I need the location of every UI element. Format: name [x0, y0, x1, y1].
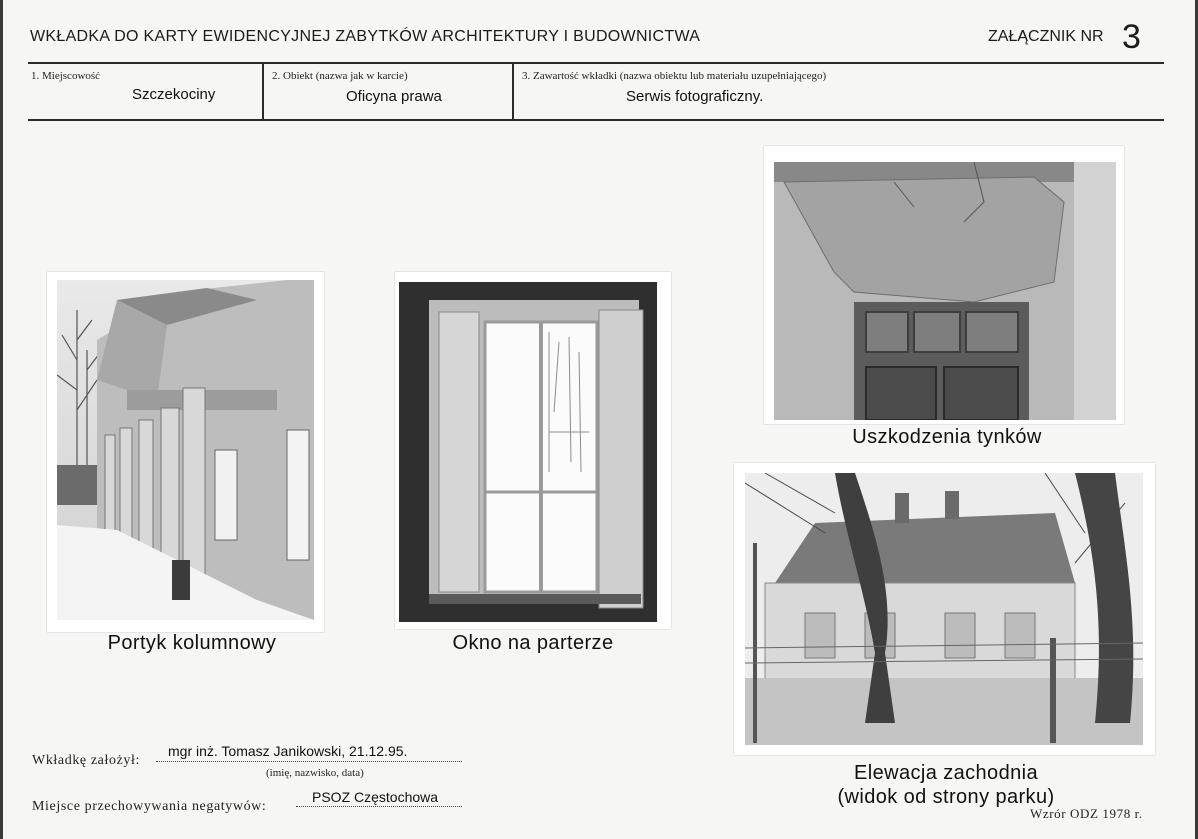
- author-value: mgr inż. Tomasz Janikowski, 21.12.95.: [168, 743, 408, 759]
- field-divider-1: [262, 62, 264, 120]
- annex-number: 3: [1122, 18, 1141, 56]
- field-label-object: 2. Obiekt (nazwa jak w karcie): [272, 70, 408, 82]
- header-rule-bottom: [28, 119, 1164, 121]
- plaster-damage-image: [774, 162, 1116, 420]
- storage-dotted-line: [296, 806, 462, 807]
- storage-value: PSOZ Częstochowa: [312, 789, 439, 805]
- window-image: [399, 282, 657, 622]
- caption-west-elevation-line1: Elewacja zachodnia: [854, 762, 1038, 784]
- photo-plaster-damage: [764, 146, 1124, 424]
- field-label-locality: 1. Miejscowość: [31, 70, 101, 82]
- field-value-contents: Serwis fotograficzny.: [626, 88, 764, 105]
- caption-west-elevation-line2: (widok od strony parku): [837, 786, 1055, 808]
- storage-label: Miejsce przechowywania negatywów:: [32, 799, 267, 814]
- photo-west-elevation: [734, 463, 1155, 755]
- caption-plaster-damage: Uszkodzenia tynków: [852, 426, 1042, 448]
- author-hint: (imię, nazwisko, data): [266, 767, 364, 779]
- left-edge: [0, 0, 3, 839]
- photo-window: [395, 272, 671, 629]
- west-elevation-image: [745, 473, 1143, 745]
- field-divider-2: [512, 62, 514, 120]
- field-label-contents: 3. Zawartość wkładki (nazwa obiektu lub materiału uzupełniającego): [522, 70, 827, 82]
- field-value-locality: Szczekociny: [132, 86, 216, 103]
- template-note: Wzrór ODZ 1978 r.: [1030, 806, 1143, 821]
- author-label: Wkładkę założył:: [32, 753, 140, 768]
- header-rule-top: [28, 62, 1164, 64]
- portico-image: [57, 280, 314, 620]
- caption-portico: Portyk kolumnowy: [107, 632, 277, 654]
- field-value-object: Oficyna prawa: [346, 88, 442, 105]
- caption-window: Okno na parterze: [452, 632, 614, 654]
- photo-portico: [47, 272, 324, 632]
- annex-label: ZAŁĄCZNIK NR: [988, 28, 1104, 45]
- form-title: WKŁADKA DO KARTY EWIDENCYJNEJ ZABYTKÓW ARCHITEKTURY I BUDOWNICTWA: [30, 28, 701, 45]
- author-dotted-line: [156, 761, 462, 762]
